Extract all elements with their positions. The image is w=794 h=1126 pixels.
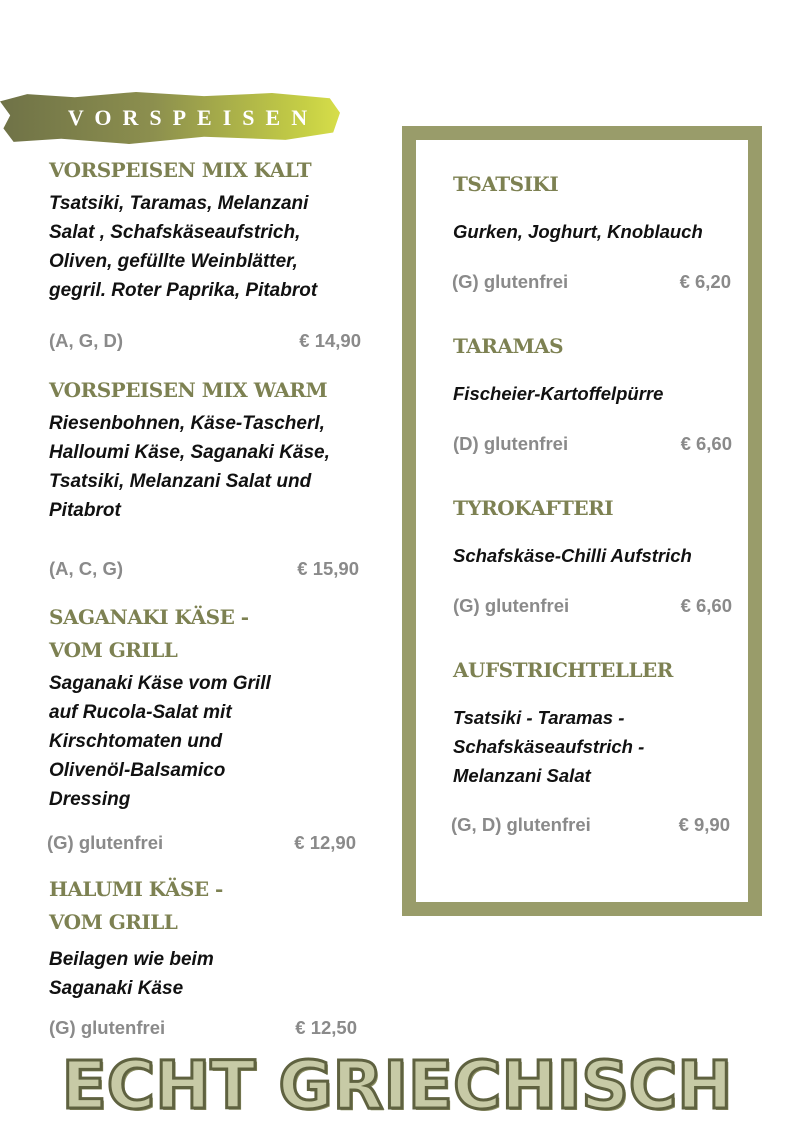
item-allergens: (G) glutenfrei (49, 1017, 166, 1038)
item-allergens: (A, G, D) (49, 330, 123, 351)
item-title: TARAMAS (453, 334, 564, 358)
item-allergens: (G) glutenfrei (47, 832, 164, 853)
item-price: € 12,90 (294, 832, 356, 853)
menu-item-saganaki (49, 601, 309, 814)
item-title: AUFSTRICHTELLER (453, 658, 673, 682)
item-title: HALUMI KÄSE - VOM GRILL (49, 877, 223, 934)
menu-item-tsatsiki (453, 168, 743, 246)
item-allergens: (D) glutenfrei (453, 433, 569, 454)
item-title: VORSPEISEN MIX KALT (49, 158, 312, 182)
item-title: SAGANAKI KÄSE - VOM GRILL (49, 605, 249, 662)
item-title: VORSPEISEN MIX WARM (49, 378, 328, 402)
item-allergens: (G) glutenfrei (453, 595, 570, 616)
menu-item-taramas (453, 330, 743, 408)
item-meta-row (49, 556, 359, 582)
item-price: € 12,50 (295, 1017, 357, 1038)
item-title: TYROKAFTERI (453, 496, 614, 520)
item-meta-row (49, 1015, 357, 1041)
item-description: Tsatsiki - Taramas - Schafskäseaufstrich - Melanzani Salat (453, 707, 645, 786)
menu-item-vorspeisen-mix-kalt (49, 154, 369, 305)
item-description: Schafskäse-Chilli Aufstrich (453, 545, 692, 566)
item-description: Fischeier-Kartoffelpürre (453, 383, 664, 404)
item-meta-row (47, 830, 356, 856)
item-title: TSATSIKI (453, 172, 559, 196)
menu-item-vorspeisen-mix-warm (49, 374, 369, 525)
item-price: € 6,60 (680, 595, 732, 616)
item-allergens: (G) glutenfrei (452, 271, 569, 292)
item-meta-row (49, 328, 361, 354)
item-description: Riesenbohnen, Käse-Tascherl, Halloumi Käse, Saganaki Käse, Tsatsiki, Melanzani Salat und Pitabrot (49, 413, 330, 521)
item-meta-row (451, 812, 730, 838)
item-description: Gurken, Joghurt, Knoblauch (453, 221, 703, 242)
section-title: VORSPEISEN (67, 105, 319, 130)
item-meta-row (452, 269, 731, 295)
item-price: € 14,90 (299, 330, 361, 351)
item-description: Beilagen wie beim Saganaki Käse (49, 949, 214, 999)
footer-slogan: ECHT GRIECHISCH (61, 1047, 733, 1124)
item-allergens: (G, D) glutenfrei (451, 814, 591, 835)
item-price: € 6,60 (680, 433, 732, 454)
item-price: € 6,20 (679, 271, 731, 292)
item-description: Saganaki Käse vom Grill auf Rucola-Salat mit Kirschtomaten und Olivenöl-Balsamico Dressing (49, 673, 271, 810)
menu-item-tyrokafteri (453, 492, 743, 570)
menu-item-halumi (49, 873, 309, 1003)
item-meta-row (453, 593, 732, 619)
item-price: € 9,90 (678, 814, 730, 835)
item-allergens: (A, C, G) (49, 558, 123, 579)
menu-item-aufstrichteller (453, 654, 743, 790)
item-description: Tsatsiki, Taramas, Melanzani Salat , Schafskäseaufstrich, Oliven, gefüllte Weinblätter, gegril. Roter Paprika, Pitabrot (49, 193, 318, 301)
item-price: € 15,90 (297, 558, 359, 579)
item-meta-row (453, 431, 732, 457)
